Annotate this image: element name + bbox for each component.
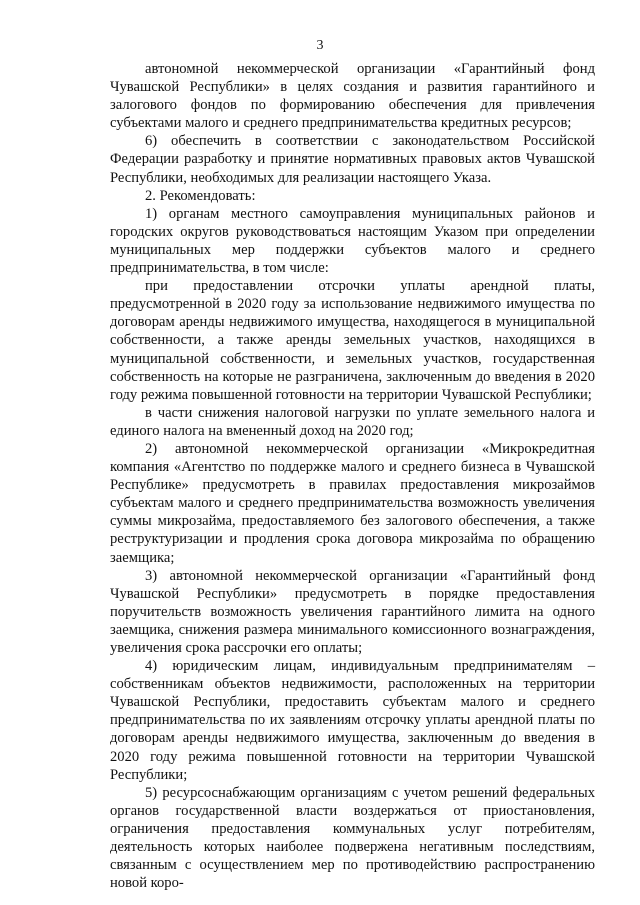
- document-body: [110, 60, 595, 892]
- paragraph: 2) автономной некоммерческой организации «Микрокредитная компания «Агентство по поддержке малого и среднего бизнеса в Чувашской Республике» предусмотреть в правилах предоставления микрозаймов субъектам малого и среднего предпринимательства возможность увеличения суммы микрозайма, предоставляемого без залогового обеспечения, а также реструктуризации и продления срока договора микрозайма по обращению заемщика;: [110, 440, 595, 566]
- paragraph: 2. Рекомендовать:: [145, 187, 256, 204]
- paragraph: 3) автономной некоммерческой организации «Гарантийный фонд Чувашской Республики» предусмотреть в порядке предоставления поручительств возможность увеличения гарантийного лимита на одного заемщика, снижения размера минимального комиссионного вознаграждения, увеличения срока рассрочки его оплаты;: [110, 567, 595, 656]
- paragraph: 1) органам местного самоуправления муниципальных районов и городских округов руководствоваться настоящим Указом при определении муниципальных мер поддержки субъектов малого и среднего предпринимательства, в том числе:: [110, 205, 595, 277]
- paragraph: 5) ресурсоснабжающим организациям с учетом решений федеральных органов государственной власти воздержаться от приостановления, ограничения предоставления коммунальных услуг потребителям, деятельность которых наиболее подвержена негативным последствиям, связанным с осуществлением мер по противодействию распространению новой коро-: [110, 784, 595, 892]
- paragraph: 6) обеспечить в соответствии с законодательством Российской Федерации разработку и принятие нормативных правовых актов Чувашской Республики, необходимых для реализации настоящего Указа.: [110, 133, 595, 186]
- paragraph: при предоставлении отсрочки уплаты арендной платы, предусмотренной в 2020 году за использование недвижимого имущества по договорам аренды недвижимого имущества, находящегося в муниципальной собственности, а также аренды земельных участков, находящихся в муниципальной собственности, и земельных участков, государственная собственность на которые не разграничена, заключенным до введения в 2020 году режима повышенной готовности на территории Чувашской Республики;: [110, 278, 595, 403]
- page-number: 3: [316, 38, 324, 53]
- paragraph: 4) юридическим лицам, индивидуальным предпринимателям – собственникам объектов недвижимости, расположенных на территории Чувашской Республики, предоставить субъектам малого и среднего предпринимательства по их заявлениям отсрочку уплаты арендной платы по договорам аренды недвижимого имущества, заключенным до введения в 2020 году режима повышенной готовности на территории Чувашской Республики;: [110, 658, 595, 783]
- paragraph: автономной некоммерческой организации «Гарантийный фонд Чувашской Республики» в целях создания и развития гарантийного и залогового фондов по формированию обеспечения для привлечения субъектами малого и среднего предпринимательства кредитных ресурсов;: [110, 61, 595, 132]
- paragraph: в части снижения налоговой нагрузки по уплате земельного налога и единого налога на вмененный доход на 2020 год;: [110, 404, 595, 439]
